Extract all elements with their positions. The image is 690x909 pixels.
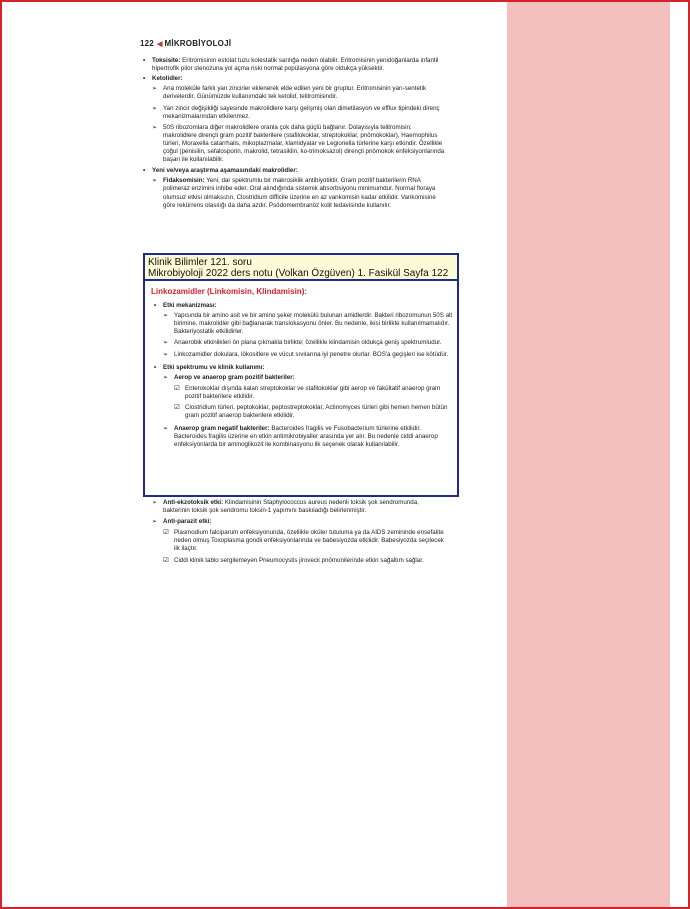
fidaks-item bbox=[152, 177, 445, 209]
parazit-label: Anti-parazit etki: bbox=[163, 518, 212, 526]
anaerop-text: Bacteroides fragilis ve Fusobacterium türlerine etkilidir. Bacteroides fragilis üzerine en etkin antimikrobiyaller arasında yer alır. Bu nedenle ciddi anaerop enfeksiyonlarda bir aminoglikozit ile kombinasyonu ilk seçenek olarak kullanılabilir. bbox=[174, 425, 438, 449]
page-continuation bbox=[140, 497, 445, 568]
aerop-sub-2: ☑ Clostridium türleri, peptokoklar, peptostreptokoklar, Actinomyces türleri gibi hemen hemen bütün gram pozitif anaerop bakterilere etkilidir. bbox=[174, 404, 453, 420]
mech-sub-2: ➢ Anaerobik etkinlikleri ön plana çıkmakla birlikte; özellikle klindamisin oldukça geniş spektrumludur. bbox=[163, 339, 453, 347]
mech-sub-3: ➢ Linkozamidler dokulara, lökositlere ve vücut sıvılarına iyi penetre olurlar. BOS'a geçişleri ise kötüdür. bbox=[163, 351, 453, 359]
toksisite-label: Toksisite: bbox=[152, 57, 181, 65]
ketolid-label: Ketolidler: bbox=[152, 75, 183, 83]
toksisite-item bbox=[140, 57, 445, 73]
aerop-label: Aerop ve anaerop gram pozitif bakteriler: bbox=[174, 373, 295, 381]
ekzo-item bbox=[152, 499, 445, 515]
mech-label: Etki mekanizması: bbox=[163, 302, 217, 310]
overlay-header bbox=[145, 255, 457, 281]
ekzo-text: Klindamisinin Staphylococcus aureus nedenli toksik şok sendromunda, bakterinin toksik şok sendromu toksin-1 yapımını baskıladığı belirlenmiştir. bbox=[163, 499, 419, 515]
anaerop-label: Anaerop gram negatif bakteriler: bbox=[174, 425, 270, 433]
ketolid-sub-3: ➢ 50S ribozomlara diğer makrolidlere oranla çok daha güçlü bağlanır. Dolayısıyla telitromisin; makrolidlere dirençli gram pozitif bakterilere (stafilokoklar, streptokoklar, pnömokoklar), Haemophilus türleri, Moraxella catarrhalis, mikoplazmalar, klamidyalar ve Legionella türlerine karşı etkindir. Özellikle çoğul (penisilin, sefalosporin, makrolid, tetrasiklin, ko-trimoksazol) dirençli pnömokok enfeksiyonlarında başarı ile kullanılabilir. bbox=[152, 124, 445, 164]
section-title: MİKROBİYOLOJİ bbox=[164, 39, 232, 48]
overlay-line-2: Mikrobiyoloji 2022 ders notu (Volkan Özgüven) 1. Fasikül Sayfa 122 bbox=[148, 268, 449, 279]
spec-label: Etki spektrumu ve klinik kullanımı: bbox=[163, 363, 265, 371]
mech-item bbox=[151, 302, 453, 310]
page-header bbox=[140, 40, 445, 49]
ekzo-label: Anti-ekzotoksik etki: bbox=[163, 499, 224, 506]
yeni-item bbox=[140, 167, 445, 175]
mech-sub-1: ➢ Yapısında bir amino asit ve bir amino şeker molekülü bulunan amidlerdir. Bakteri ribozomunun 50S alt birimine, makrolidler gibi bağlanarak translokasyonu önler. Bu nedenle, ikisi birlikte kullanılmamalıdır. Bakteriyostatik etkilidirler. bbox=[163, 312, 453, 336]
ketolid-item bbox=[140, 75, 445, 83]
spec-item bbox=[151, 364, 453, 372]
aerop-sub-1: ☑ Enterokoklar dışında kalan streptokoklar ve stafilokoklar gibi aerop ve fakültatif anaerop gram pozitif bakterilere etkilidir. bbox=[174, 385, 453, 401]
parazit-sub-2: ☑ Ciddi klinik tablo sergilemeyen Pneumocystis jirovecii pnömonilerinde etkin sağaltım sağlar. bbox=[163, 557, 445, 565]
parazit-sub-1: ☑ Plasmodium falciparum enfeksiyonunda, özellikle oküler tutuluma ya da AIDS zemininde ensefalite neden olmuş Toxoplasma gondii enfeksiyonlarında ve babesiyozda etkilidir. Babesiyozda seçilecek ilk ilaçtır. bbox=[163, 529, 445, 553]
aerop-item bbox=[163, 374, 453, 382]
question-overlay bbox=[143, 253, 459, 497]
ketolid-sub-1: ➢ Ana moleküle farklı yan zincirler eklenerek elde edilen yeni bir gruptur. Eritromisinin yarı-sentetik derivelerdir. Günümüzde kullanımdaki tek ketolid, telitromisindir. bbox=[152, 85, 445, 101]
toksisite-text: Eritromisinin estolat tuzu kolestatik sarılığa neden olabilir. Eritromisinin yenidoğanlarda infantil hipertrofik pilor stenozuna yol açma riski normal popülasyona göre oldukça yüksektir. bbox=[152, 57, 439, 73]
ketolid-sub-2: ➢ Yan zincir değişikliği sayesinde makrolidlere karşı gelişmiş olan dimetilasyon ve efflux tipindeki direnç mekanizmalarından etkilenmez. bbox=[152, 105, 445, 121]
anaerop-item bbox=[163, 425, 453, 449]
linkozamid-title: Linkozamidler (Linkomisin, Klindamisin): bbox=[151, 287, 308, 296]
overlay-body bbox=[151, 288, 453, 453]
yeni-label: Yeni ve/veya araştırma aşamasındaki makrolidler: bbox=[152, 167, 298, 175]
triangle-icon: ◀ bbox=[156, 41, 163, 48]
page-number: 122 bbox=[140, 39, 154, 48]
fidaks-label: Fidaksomisin: bbox=[163, 177, 205, 185]
margin-bar bbox=[507, 2, 670, 907]
book-page bbox=[140, 40, 445, 213]
overlay-line-1: Klinik Bilimler 121. soru bbox=[148, 257, 252, 268]
fidaks-text: Yeni, dar spektrumlu bir makrosiklik antibiyotiktir. Gram pozitif bakterilerin RNA polimeraz enzimini inhibe eder. Oral alındığında sistemik absorbsiyonu minimumdur. Normal floraya olumsuz etkisi olmaksızın, Clostridium difficile üzerine en az vankomisin kadar etkilidir. Vankomisine göre rekürrens olasılığı da daha azdır. Psödomembranöz kolit tedavisinde kullanılır. bbox=[163, 177, 436, 209]
parazit-item bbox=[152, 518, 445, 526]
